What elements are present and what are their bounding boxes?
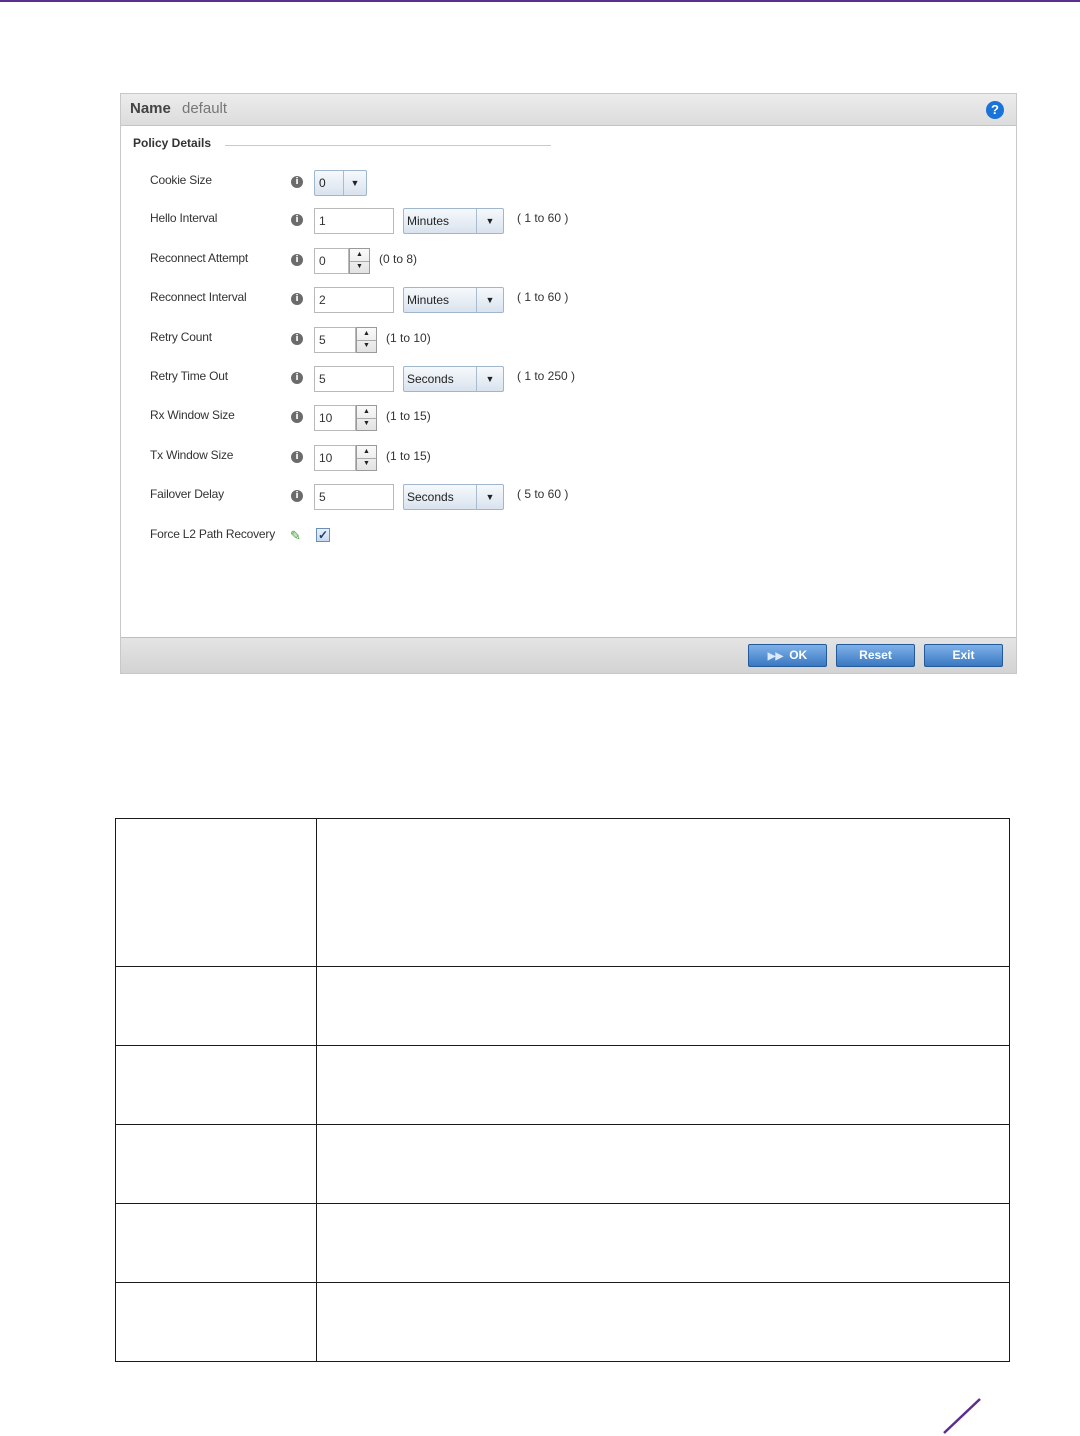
table-row — [116, 1125, 1010, 1204]
failover-delay-input[interactable]: 5 — [314, 484, 394, 510]
info-icon[interactable]: i — [291, 451, 303, 463]
tx-window-size-range: (1 to 15) — [386, 449, 431, 463]
page-corner-slash-mark — [940, 1397, 984, 1435]
retry-time-out-unit: Seconds — [407, 372, 454, 386]
rx-window-size-spinner[interactable] — [356, 405, 377, 431]
dialog-footer — [121, 637, 1016, 673]
checkmark-icon: ✓ — [317, 528, 329, 542]
tx-window-size-spinner[interactable] — [356, 445, 377, 471]
dialog-header — [121, 94, 1016, 126]
slash-line — [944, 1399, 980, 1433]
retry-count-label: Retry Count — [150, 330, 212, 344]
table-cell — [116, 1283, 317, 1362]
spin-up-icon[interactable]: ▲ — [350, 249, 369, 262]
forward-icon: ▶▶ — [767, 651, 784, 662]
l2tpv3-policy-dialog — [120, 93, 1017, 674]
force-l2-path-recovery-checkbox[interactable] — [316, 528, 330, 542]
table-cell — [116, 1125, 317, 1204]
help-icon[interactable]: ? — [986, 101, 1004, 119]
table-row — [116, 967, 1010, 1046]
failover-delay-row — [121, 484, 1016, 510]
chevron-down-icon: ▼ — [476, 209, 503, 233]
table-cell — [317, 1046, 1010, 1125]
failover-delay-unit-select[interactable] — [403, 484, 504, 510]
table-cell — [317, 967, 1010, 1046]
cookie-size-value: 0 — [319, 176, 326, 190]
retry-time-out-label: Retry Time Out — [150, 369, 228, 383]
cookie-size-label: Cookie Size — [150, 173, 212, 187]
failover-delay-label: Failover Delay — [150, 487, 224, 501]
force-l2-path-recovery-row — [121, 524, 1016, 550]
exit-button[interactable]: Exit — [924, 644, 1003, 667]
table-cell — [116, 1046, 317, 1125]
reset-button[interactable]: Reset — [836, 644, 915, 667]
table-cell — [116, 967, 317, 1046]
retry-count-range: (1 to 10) — [386, 331, 431, 345]
table-row — [116, 1283, 1010, 1362]
ok-button[interactable] — [748, 644, 827, 667]
field-description-table — [115, 818, 1010, 1362]
tx-window-size-label: Tx Window Size — [150, 448, 234, 462]
cookie-size-select[interactable] — [314, 170, 367, 196]
retry-time-out-input[interactable]: 5 — [314, 366, 394, 392]
info-icon[interactable]: i — [291, 372, 303, 384]
chevron-down-icon: ▼ — [476, 288, 503, 312]
table-cell — [317, 1204, 1010, 1283]
spin-down-icon[interactable]: ▼ — [363, 342, 370, 349]
chevron-down-icon: ▼ — [343, 171, 366, 195]
retry-time-out-range: ( 1 to 250 ) — [517, 369, 576, 383]
reconnect-attempt-row — [121, 248, 1016, 274]
hello-interval-row — [121, 208, 1016, 234]
hello-interval-range: ( 1 to 60 ) — [517, 211, 569, 225]
name-label: Name — [130, 100, 171, 117]
cookie-size-row — [121, 170, 1016, 196]
table-row — [116, 1204, 1010, 1283]
table-cell — [116, 819, 317, 967]
table-cell — [116, 1204, 317, 1283]
info-icon[interactable]: i — [291, 254, 303, 266]
tx-window-size-input[interactable]: 10 — [314, 445, 356, 471]
reconnect-attempt-spinner[interactable] — [349, 248, 370, 274]
hello-interval-input[interactable]: 1 — [314, 208, 394, 234]
spin-up-icon[interactable]: ▲ — [357, 328, 376, 341]
spin-down-icon[interactable]: ▼ — [363, 420, 370, 427]
table-row — [116, 819, 1010, 967]
section-title: Policy Details — [133, 136, 212, 150]
info-icon[interactable]: i — [291, 293, 303, 305]
rx-window-size-input[interactable]: 10 — [314, 405, 356, 431]
rx-window-size-row — [121, 405, 1016, 431]
pencil-icon: ✎ — [290, 528, 301, 543]
hello-interval-unit: Minutes — [407, 214, 450, 228]
reconnect-interval-unit-select[interactable] — [403, 287, 504, 313]
page-top-rule — [0, 0, 1080, 2]
info-icon[interactable]: i — [291, 176, 303, 188]
reconnect-interval-unit: Minutes — [407, 293, 450, 307]
tx-window-size-row — [121, 445, 1016, 471]
table-cell — [317, 1125, 1010, 1204]
info-icon[interactable]: i — [291, 490, 303, 502]
retry-count-row — [121, 327, 1016, 353]
info-icon[interactable]: i — [291, 411, 303, 423]
spin-up-icon[interactable]: ▲ — [357, 406, 376, 419]
spin-up-icon[interactable]: ▲ — [357, 446, 376, 459]
policy-name-value: default — [182, 100, 228, 117]
reconnect-attempt-label: Reconnect Attempt — [150, 251, 248, 265]
spin-down-icon[interactable]: ▼ — [363, 460, 370, 467]
failover-delay-range: ( 5 to 60 ) — [517, 487, 569, 501]
ok-button-label: OK — [789, 648, 808, 662]
reconnect-interval-range: ( 1 to 60 ) — [517, 290, 569, 304]
reconnect-attempt-input[interactable]: 0 — [314, 248, 349, 274]
retry-time-out-unit-select[interactable] — [403, 366, 504, 392]
retry-time-out-row — [121, 366, 1016, 392]
failover-delay-unit: Seconds — [407, 490, 454, 504]
reconnect-interval-row — [121, 287, 1016, 313]
table-cell — [317, 1283, 1010, 1362]
info-icon[interactable]: i — [291, 333, 303, 345]
retry-count-spinner[interactable] — [356, 327, 377, 353]
spin-down-icon[interactable]: ▼ — [356, 263, 363, 270]
reconnect-interval-label: Reconnect Interval — [150, 290, 247, 304]
reconnect-attempt-range: (0 to 8) — [379, 252, 418, 266]
table-row — [116, 1046, 1010, 1125]
force-l2-path-recovery-label: Force L2 Path Recovery — [150, 527, 275, 541]
hello-interval-unit-select[interactable] — [403, 208, 504, 234]
chevron-down-icon: ▼ — [476, 367, 503, 391]
section-divider — [225, 145, 551, 146]
rx-window-size-label: Rx Window Size — [150, 408, 235, 422]
reconnect-interval-input[interactable]: 2 — [314, 287, 394, 313]
retry-count-input[interactable]: 5 — [314, 327, 356, 353]
chevron-down-icon: ▼ — [476, 485, 503, 509]
hello-interval-label: Hello Interval — [150, 211, 218, 225]
rx-window-size-range: (1 to 15) — [386, 409, 431, 423]
info-icon[interactable]: i — [291, 214, 303, 226]
table-cell — [317, 819, 1010, 967]
